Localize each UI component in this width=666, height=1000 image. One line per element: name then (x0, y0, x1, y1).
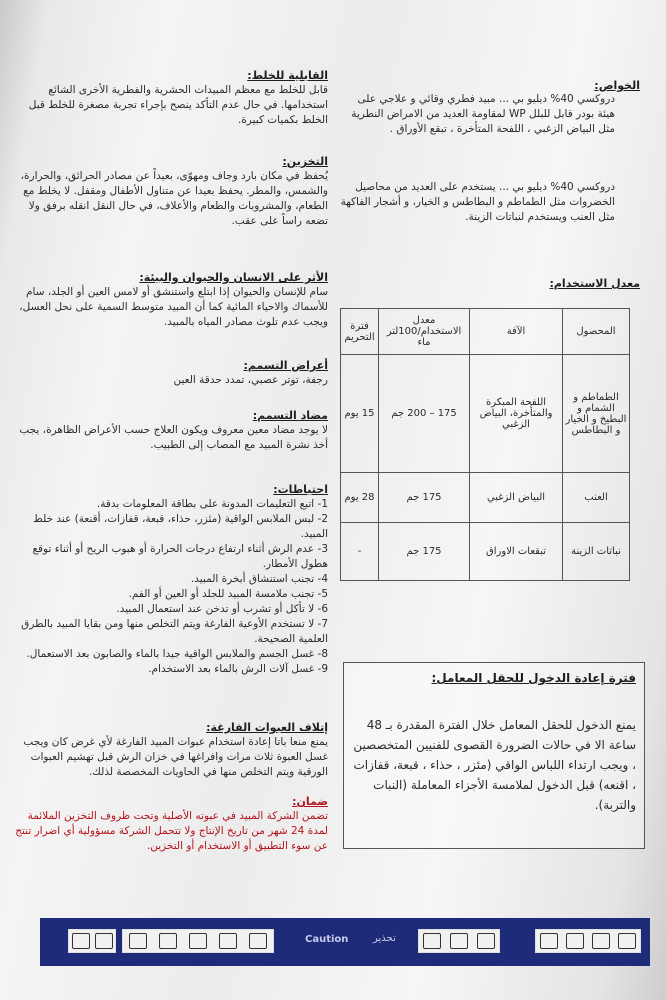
precaution-item: 8- غسل الجسم والملابس الواقية جيدا بالماء والصابون بعد الاستعمال. (26, 648, 328, 660)
fish-icon (540, 933, 558, 949)
empty-containers-title: إتلاف العبوات الفارغة: (206, 721, 328, 734)
storage-section (12, 154, 328, 229)
mixing-section (12, 68, 328, 128)
table-cell: 175 جم (379, 473, 470, 523)
table-header: الآفة (470, 309, 563, 355)
boots-icon (189, 933, 207, 949)
overall-icon (249, 933, 267, 949)
guarantee-title: ضمان: (292, 795, 328, 808)
precaution-item: 7- لا تستخدم الأوعية الفارغة ويتم التخلص منها ومن بقايا المبيد بالطرق العلمية الصحيحة. (21, 618, 328, 645)
lock-icon (618, 933, 636, 949)
mixing-text: قابل للخلط مع معظم المبيدات الحشرية والفطرية الأخرى الشائع استخدامها. في حال عدم التأكد ينصح بإجراء تجربة مصغرة للخلط قبل الخلط بكميات كبيرة. (28, 84, 328, 126)
usage-table (340, 308, 630, 581)
usage-rate-title: معدل الاستخدام: (549, 277, 640, 290)
guarantee-text: تضمن الشركة المبيد في عبوته الأصلية وتحت ظروف التخزين الملائمة لمدة 24 شهر من تاريخ الإنتاج ولا تتحمل الشركة مسؤولية أي اضرار تنتج عن سوء التطبيق أو الاستخدام أو التخزين. (15, 810, 328, 852)
table-cell: نباتات الزينة (563, 523, 630, 581)
precautions-section (12, 482, 328, 677)
properties-text-1: دروكسي 40% ديليو بي ... مبيد فطري وقائي و علاجي على هيئة بودر قابل للبلل WP لمقاومة العديد من الامراض النطرية مثل البياض الزغبي ، اللفحة المتأخرة ، تبقع الأوراق . (351, 93, 615, 135)
pictogram-group (122, 929, 274, 953)
pictogram-icon (477, 933, 495, 949)
precaution-item: 3- عدم الرش أثناء ارتفاع درجات الحرارة أو هبوب الريح أو أثناء توقع هطول الأمطار. (32, 543, 328, 570)
gloves-icon (129, 933, 147, 949)
pictogram-group (418, 929, 500, 953)
storage-text: يُحفظ في مكان بارد وجاف ومهوّى، بعيداً عن مصادر الحرائق، والحرارة، والشمس، والمطر. يحفظ بعيدا عن متناول الأطفال ومقفل. لا يخلط مع الطعام، والمشروبات والطعام والأعلاف، في حال النقل انقله برفق ولا تضعه راساً على عقب. (20, 170, 328, 227)
empty-containers-text: يمنع منعا باتا إعادة استخدام عبوات المبيد الفارغة لأي غرض كان ويجب غسل العبوة ثلاث مرات وافراغها في خزان الرش قبل تهشيم العبوات الورقية ويتم التخلص منها في الحاويات المخصصة لذلك. (23, 736, 328, 778)
reentry-box (343, 662, 645, 849)
table-cell: - (341, 523, 379, 581)
table-cell: البياض الزغبي (470, 473, 563, 523)
precaution-item: 4- تجنب استنشاق أبخرة المبيد. (190, 573, 328, 585)
table-cell: 28 يوم (341, 473, 379, 523)
antidote-section (12, 408, 328, 453)
table-cell: اللفحة المبكرة والمتأخرة، البياض الزغبي (470, 355, 563, 473)
precaution-item: 6- لا تأكل أو تشرب أو تدخن عند استعمال المبيد. (116, 603, 328, 615)
precaution-item: 5- تجنب ملامسة المبيد للجلد أو العين أو الفم. (128, 588, 328, 600)
reentry-text: يمنع الدخول للحقل المعامل خلال الفترة المقدرة بـ 48 ساعة الا في حالات الضرورة القصوى للفنيين المتخصصين ، ويجب ارتداء اللباس الواقي (مئزر ، حذاء ، قبعة، قفازات ، اقنعه) قبل الدخول لملامسة الأجزاء المعاملة (النبات والتربة). (353, 718, 636, 812)
animal-icon (566, 933, 584, 949)
wash-icon (219, 933, 237, 949)
properties-title: الخواص: (594, 79, 640, 92)
pictogram-group (68, 929, 116, 953)
table-row (341, 523, 630, 581)
guarantee-section (12, 794, 328, 854)
mixing-title: القابلية للخلط: (247, 69, 328, 82)
precautions-title: احتياطات: (273, 483, 328, 496)
caution-label-en: Caution (305, 934, 349, 945)
table-cell: الطماطم و الشمام و البطيخ و الخيار و البطاطس (563, 355, 630, 473)
symptoms-section (12, 358, 328, 388)
table-header: معدل الاستخدام/100لتر ماء (379, 309, 470, 355)
pictogram-band (40, 918, 650, 966)
table-header: المحصول (563, 309, 630, 355)
pictogram-icon (423, 933, 441, 949)
properties-text-2: دروكسي 40% ديليو بي ... يستخدم على العديد من محاصيل الخضروات مثل الطماطم و البطاطس و الخيار، و أشجار الفاكهة مثل العنب ويستخدم لنباتات الزينة. (340, 181, 615, 223)
reentry-title: فترة إعادة الدخول للحقل المعامل: (431, 671, 636, 685)
precaution-item: 9- غسل آلات الرش بالماء بعد الاستخدام. (148, 663, 328, 675)
child-icon (592, 933, 610, 949)
pictogram-group (535, 929, 641, 953)
effect-title: الأثر على الانسان والحيوان والبيئة: (139, 271, 328, 284)
antidote-title: مضاد التسمم: (252, 409, 328, 422)
effect-text: سام للإنسان والحيوان إذا ابتلع واستنشق أو لامس العين أو الجلد، سام للأسماك والاحياء المائية كما أن المبيد متوسط السمية على نحل العسل، ويجب عدم تلوث مصادر المياه بالمبيد. (19, 286, 328, 328)
empty-containers-section (12, 720, 328, 780)
pictogram-icon (72, 933, 90, 949)
table-cell: تبقعات الاوراق (470, 523, 563, 581)
table-cell: 175 – 200 جم (379, 355, 470, 473)
precaution-item: 1- اتبع التعليمات المدونة على بطاقة المعلومات بدقة. (96, 498, 328, 510)
storage-title: التخزين: (282, 155, 328, 168)
antidote-text: لا يوجد مضاد معين معروف ويكون العلاج حسب الأعراض الظاهرة، يجب أخذ نشرة المبيد مع المصاب إلى الطبيب. (19, 424, 328, 451)
symptoms-text: رجفة، توتر عصبي، تمدد حدقة العين (173, 374, 328, 386)
table-cell: 175 جم (379, 523, 470, 581)
effect-section (12, 270, 328, 330)
table-cell: 15 يوم (341, 355, 379, 473)
mask-icon (159, 933, 177, 949)
table-row (341, 473, 630, 523)
table-header: فترة التحريم (341, 309, 379, 355)
table-row (341, 355, 630, 473)
precaution-item: 2- لبس الملابس الواقية (مئزر، حذاء، قبعة، قفازات، أقنعة) عند خلط المبيد. (33, 513, 328, 540)
pictogram-icon (95, 933, 113, 949)
pictogram-icon (450, 933, 468, 949)
caution-label-ar: تحذير (373, 933, 396, 944)
symptoms-title: أعراض التسمم: (243, 359, 328, 372)
table-cell: العنب (563, 473, 630, 523)
